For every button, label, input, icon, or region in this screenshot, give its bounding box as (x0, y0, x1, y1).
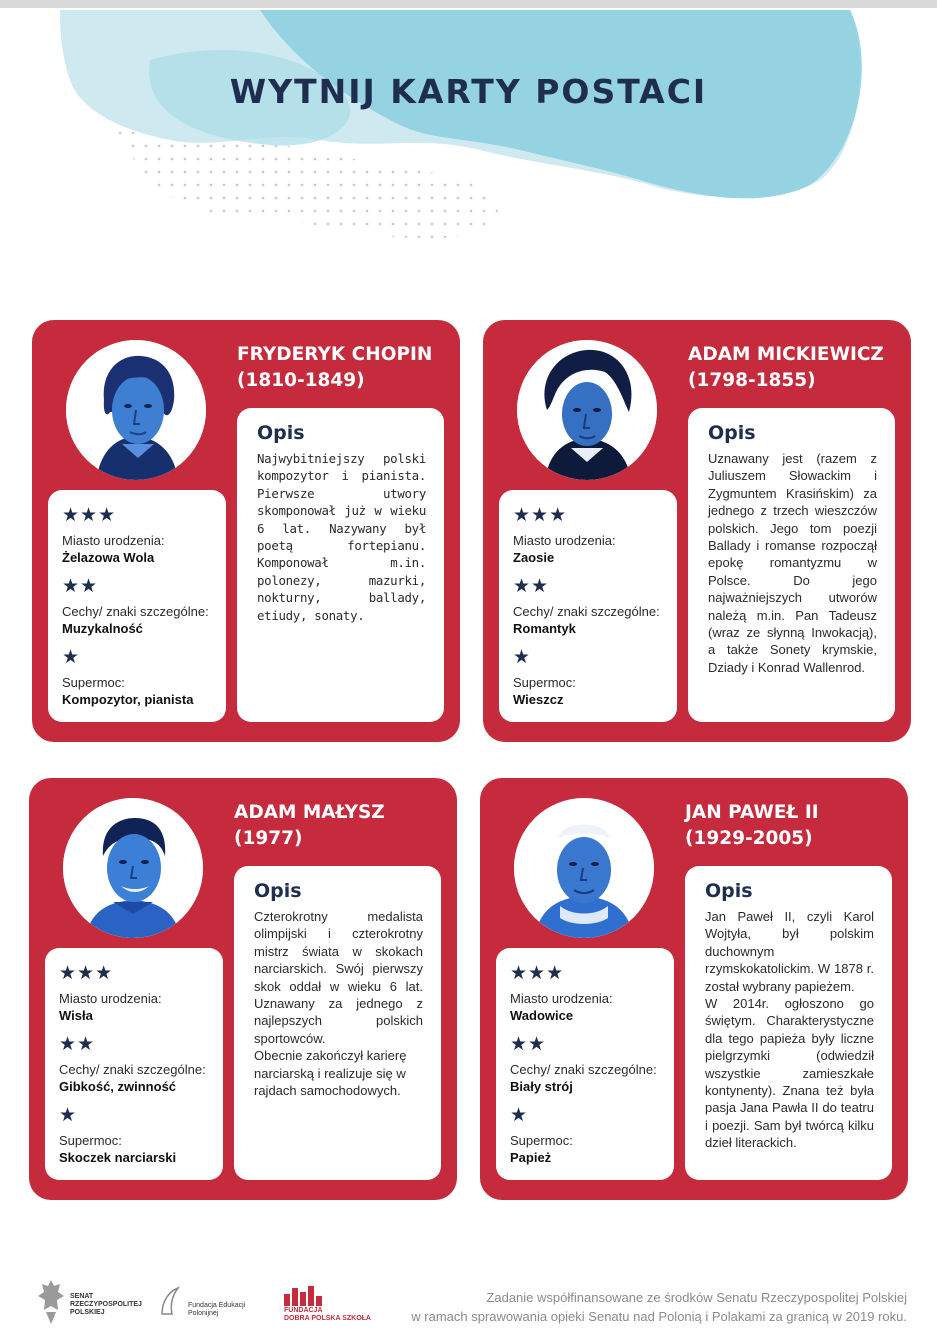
traits-value: Muzykalność (62, 621, 143, 636)
traits-label: Cechy/ znaki szczególne: (510, 1062, 657, 1077)
city-value: Żelazowa Wola (62, 550, 155, 565)
rating-stars: ★★ (59, 1034, 96, 1055)
rating-stars: ★ (510, 1105, 529, 1126)
traits-label: Cechy/ znaki szczególne: (59, 1062, 206, 1077)
dobra-polska-szkola-logo (284, 1276, 384, 1326)
mickiewicz-portrait-icon (517, 340, 657, 480)
character-card (480, 778, 908, 1200)
description-title: Opis (705, 880, 753, 902)
description-panel (234, 866, 441, 1180)
city-label: Miasto urodzenia: (513, 533, 616, 548)
traits-value: Romantyk (513, 621, 576, 636)
description-text: W 2014r. ogłoszono go świętym. Charakterystyczne dla tego papieża były liczne pielgrzymki (odwiedził wszystkie zamieszkałe kontynenty). Znana też była pasja Jana Pawła II do teatru i poezji. Sam był twórcą kilku dzieł literackich. (705, 996, 874, 1151)
fundacja-edukacji-logo (158, 1276, 268, 1326)
character-name: JAN PAWEŁ II (1929-2005) (685, 802, 819, 849)
character-card (32, 320, 460, 742)
description-title: Opis (254, 880, 302, 902)
character-name: FRYDERYK CHOPIN (1810-1849) (237, 344, 433, 391)
power-value: Kompozytor, pianista (62, 692, 194, 707)
character-card (483, 320, 911, 742)
jan-pawel-portrait-icon (514, 798, 654, 938)
page-title: WYTNIJ KARTY POSTACI (229, 72, 708, 111)
dps-text-line2: DOBRA POLSKA SZKOŁA (284, 1315, 371, 1322)
city-value: Zaosie (513, 550, 555, 565)
stats-panel (45, 948, 223, 1180)
senat-logo-text: SENAT RZECZYPOSPOLITEJ POLSKIEJ (70, 1293, 142, 1316)
chopin-portrait-icon (66, 340, 206, 480)
rating-stars: ★★★ (513, 505, 568, 526)
city-label: Miasto urodzenia: (510, 991, 613, 1006)
power-value: Skoczek narciarski (59, 1150, 177, 1165)
rating-stars: ★★★ (510, 963, 565, 984)
description-text: Uznawany jest (razem z Juliuszem Słowackim i Zygmuntem Krasińskim) za jednego z trzech wieszczów polskich. Jego tom poezji Ballady i romanse rozpoczął epokę romantyzmu w Polsce. Do jego najważniejszych utworów należą m.in. Pan Tadeusz (wraz ze słynną Inwokacją), a także Sonety krymskie, Dziady i Konrad Wallenrod. (708, 451, 877, 675)
dps-text-line1: FUNDACJA (284, 1307, 323, 1314)
bars-logo-icon (284, 1286, 326, 1306)
power-label: Supermoc: (62, 675, 125, 690)
description-text: Najwybitniejszy polski kompozytor i pianista. Pierwsze utwory skomponował już w wieku 6 lat. Nazywany był poetą fortepianu. Komponował m.in. polonezy, mazurki, nokturny, ballady, etiudy, sonaty. (257, 451, 426, 623)
city-label: Miasto urodzenia: (62, 533, 165, 548)
city-label: Miasto urodzenia: (59, 991, 162, 1006)
fundacja-edukacji-text: Fundacja Edukacji Polonijnej (188, 1302, 246, 1317)
city-value: Wisła (59, 1008, 93, 1023)
stats-panel (48, 490, 226, 722)
rating-stars: ★★★ (62, 505, 117, 526)
funding-note: Zadanie współfinansowane ze środków Senatu Rzeczypospolitej Polskiej w ramach sprawowania opieki Senatu nad Polonią i Polakami za granicą w 2019 roku. (411, 1290, 907, 1324)
stats-panel (499, 490, 677, 722)
character-name: ADAM MAŁYSZ (1977) (234, 802, 385, 849)
description-title: Opis (257, 422, 305, 444)
bird-icon (158, 1284, 182, 1318)
rating-stars: ★★ (510, 1034, 547, 1055)
city-value: Wadowice (510, 1008, 574, 1023)
senat-logo (36, 1276, 142, 1326)
rating-stars: ★ (59, 1105, 78, 1126)
power-value: Wieszcz (513, 692, 564, 707)
power-value: Papież (510, 1150, 552, 1165)
rating-stars: ★★★ (59, 963, 114, 984)
description-text: Obecnie zakończył karierę narciarską i realizuje się w rajdach samochodowych. (254, 1048, 407, 1099)
character-card (29, 778, 457, 1200)
description-title: Opis (708, 422, 756, 444)
stats-panel (496, 948, 674, 1180)
rating-stars: ★ (513, 647, 532, 668)
power-label: Supermoc: (510, 1133, 573, 1148)
decorative-cloud (0, 0, 937, 300)
power-label: Supermoc: (59, 1133, 122, 1148)
rating-stars: ★★ (62, 576, 99, 597)
traits-value: Gibkość, zwinność (59, 1079, 177, 1094)
description-text: Jan Paweł II, czyli Karol Wojtyła, był polskim duchownym rzymskokatolickim. W 1878 r. został wybrany papieżem. (705, 909, 874, 994)
eagle-emblem-icon (36, 1276, 66, 1326)
character-name: ADAM MICKIEWICZ (1798-1855) (688, 344, 884, 391)
rating-stars: ★★ (513, 576, 550, 597)
traits-label: Cechy/ znaki szczególne: (62, 604, 209, 619)
description-text: Czterokrotny medalista olimpijski i czterokrotny mistrz świata w skokach narciarskich. Swój pierwszy skok oddał w wieku 6 lat. Uznawany za jednego z najlepszych polskich sportowców. (254, 909, 423, 1046)
description-panel (237, 408, 444, 722)
power-label: Supermoc: (513, 675, 576, 690)
malysz-portrait-icon (63, 798, 203, 938)
description-panel (688, 408, 895, 722)
description-panel (685, 866, 892, 1180)
traits-value: Biały strój (510, 1079, 573, 1094)
rating-stars: ★ (62, 647, 81, 668)
traits-label: Cechy/ znaki szczególne: (513, 604, 660, 619)
